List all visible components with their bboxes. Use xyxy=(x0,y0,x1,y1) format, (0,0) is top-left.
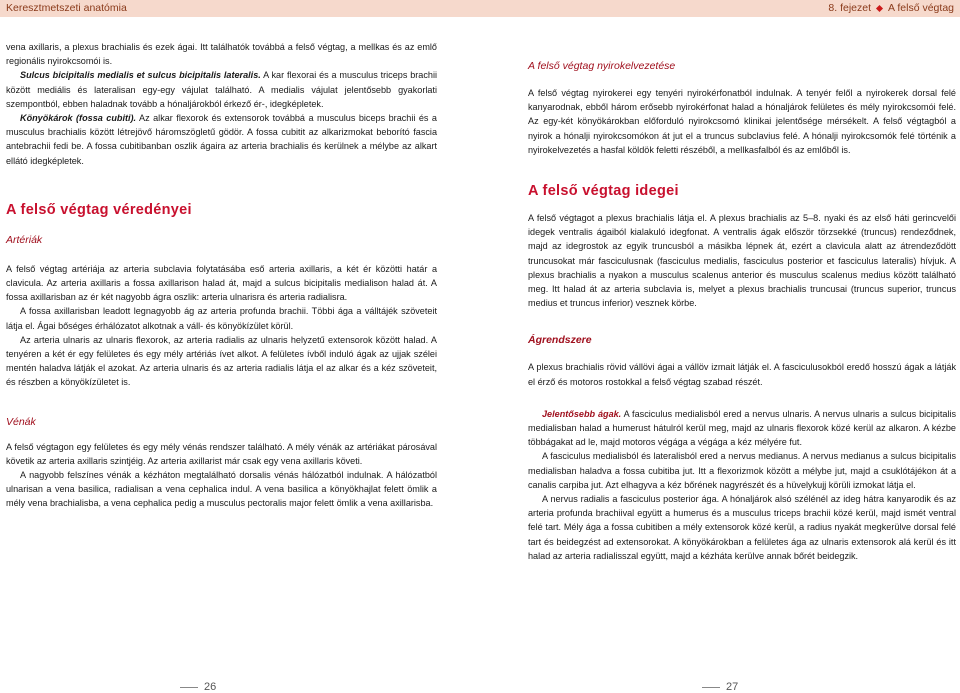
heading-veredenyei: A felső végtag véredényei xyxy=(6,201,192,218)
paragraph-text: A fasciculus medialisból ered a nervus ulnaris. A nervus ulnaris a sulcus bicipitalis medialisban halad a humerust hátulról kerül meg, majd az ulnaris flexorok közé kerül az alkaron. A kézbe többágakat ad le, majd motoros végága a végága a kéz mélyére fut. xyxy=(528,408,956,448)
paragraph: A fossa axillarisban leadott legnagyobb ág az arteria profunda brachii. Többi ága a válltájék szöveteit látja el. Ágai bőséges érhálózatot alkotnak a váll- és könyökízület körül. xyxy=(6,306,437,331)
paragraph: vena axillaris, a plexus brachialis és ezek ágai. Itt találhatók továbbá a felső végtag, a mellkas és az emlő regionális nyirokcsomói is. xyxy=(6,42,437,67)
diamond-icon xyxy=(876,4,883,11)
page-number-left xyxy=(180,681,216,693)
paragraph: Az arteria ulnaris az ulnaris flexorok, az arteria radialis az ulnaris helyzetű extensorok között halad. A tenyéren a két ér egy felületes és egy mély artériás ívet alkot. A felületes ívből induló ágak az ujjak szélei mentén haladva látják el azokat. Az arteria ulnaris és az arteria radialis látja el az alkar és a kéz szöveteit, és részben a könyökízületet is. xyxy=(6,334,437,388)
paragraph xyxy=(6,111,437,168)
term-konyokarok: Könyökárok (fossa cubiti). xyxy=(20,113,137,124)
paragraph: A nervus radialis a fasciculus posterior ága. A hónaljárok alsó szélénél az ideg hátra kanyarodik és az arteria profunda brachiival együtt a humerus és a musculus triceps brachii közé kerül, majd ismét ventral felé tart. Mély ága a fossa cubitiben a mély extensorok közé kerül, a radius nyakát megkerülve dorsal felé tart és beidegzést ad extensorokat. A könyökárokban a felületes ága az ulnaris extensorok alá kerül és itt halad az arteria radialisszal együtt, majd a kézháta kerülve annak bőrét beidegzik. xyxy=(528,494,956,561)
paragraph: A plexus brachialis rövid vállövi ágai a vállöv izmait látják el. A fasciculusokból eredő hosszú ágak a látják el érző és motoros rostokkal a felső végtag szabad részét. xyxy=(528,362,956,387)
heading-idegei: A felső végtag idegei xyxy=(528,183,679,200)
heading-arteriak: Artériák xyxy=(6,233,43,246)
paragraph xyxy=(528,407,956,450)
chapter-number: 8. fejezet xyxy=(828,2,872,14)
heading-nyirokelvezetes: A felső végtag nyirokelvezetése xyxy=(528,60,676,72)
heading-venak: Vénák xyxy=(6,415,36,428)
running-head-book-title: Keresztmetszeti anatómia xyxy=(6,2,127,14)
paragraph-text: A kar flexorai és a musculus triceps brachii között mediális és lateralisan egy-egy vájulat található. A medialis vájulat jelentősebb gyakorlati szempontból, ebben haladnak tovább a hónaljárokból érkező ér-, idegképletek. xyxy=(6,70,437,109)
paragraph: A felső végtagot a plexus brachialis látja el. A plexus brachialis az 5–8. nyaki és az első háti gerincvelői idegek ventralis ágaiból kialakuló idegfonat. A ventralis ágak először törzsekké (truncus) rendeződnek, majd az idegrostok az egyik truncusból a másikba lépnek át, ezért a clavicula alatt az átrendeződött truncusokat már fasciculusnak (fasciculus medialis, fasciculus posterior et fasciculus lateralis) hívjuk. A plexus brachialis a nyakon a musculus scalenus anterior és musculus scalenus medius között található meg. Itt halad át az arteria subclavia is, melyet a plexus brachialis truncusai (truncus superior, truncus medius et truncus inferior) vesznek körbe. xyxy=(528,213,956,309)
divider xyxy=(702,687,720,688)
paragraph: A felső végtagon egy felületes és egy mély vénás rendszer található. A mély vénák az artériákat párosával követik az arteria axillaris szintjéig. Az arteria axillarist már csak egy vena axillaris követi. xyxy=(6,441,437,466)
paragraph: A felső végtag nyirokerei egy tenyéri nyirokérfonatból indulnak. A tenyér felől a nyirokerek dorsal felé kanyarodnak, ebből három erősebb nyirokérfonat halad a hónaljárok felületes és mély nyirokcsomói felé. Az egy-két könyökárokban előforduló nyirokcsomó klinikai jelentősége mérsékelt. A felső végtagból a nyirok a hónalji nyirokcsomókon át jut el a truncus subclavius felé. A hónalji nyirokcsomók felé történik a nyirokelvezetés a hasfal köldök feletti részéből, a mellkasfalból és az emlőből is. xyxy=(528,88,956,155)
page-number-text: 27 xyxy=(726,681,739,693)
page-number-right xyxy=(702,681,738,693)
term-sulcus: Sulcus bicipitalis medialis et sulcus bicipitalis lateralis. xyxy=(20,70,261,81)
paragraph: A fasciculus medialisból és lateralisból ered a nervus medianus. A nervus medianus a sulcus bicipitalis medialisban haladva a fossa cubitiba jut. Itt a flexorizmok között a mélybe jut, majd a csuklótájékon át a canalis carpiba jut. Azt elhagyva a kéz bőrének nagyrészét és a hüvelykujj körüli izmokat látja el. xyxy=(528,451,956,490)
chapter-title: A felső végtag xyxy=(888,2,954,14)
header-bar xyxy=(0,0,960,17)
running-head-chapter xyxy=(828,2,954,14)
divider xyxy=(180,687,198,688)
right-column xyxy=(528,60,956,563)
term-jelentosebb-agak: Jelentősebb ágak. xyxy=(542,408,622,419)
paragraph-text: Az alkar flexorok és extensorok továbbá a musculus biceps brachii és a musculus brachialis között létrejövő háromszögletű gödör. A fossa cubitit az alkarizmokat beborító fascia antebrachii fedi be. A fossa cubitibanban oszlik ágaira az arteria brachialis és kerülnek a mélybe az alkart ellátó idegképletek. xyxy=(6,113,437,166)
page-number-text: 26 xyxy=(204,681,217,693)
paragraph: A felső végtag artériája az arteria subclavia folytatásába eső arteria axillaris, a két ér közötti határ a clavicula. Az arteria axillaris a fossa axillarison halad át, majd a sulcus bicipitalis medialison halad át. A fossa axillarisban az ér két nagyobb ágra oszlik: arteria ulnarisra és arteria radialisra. xyxy=(6,263,437,303)
paragraph: A nagyobb felszínes vénák a kézháton megtalálható dorsalis vénás hálózatból indulnak. A hálózatból ulnarisan a vena basilica, radialisan a vena cephalica indul. A vena basilica a könyökhajlat felett ömlik a mély vena brachialisba, a vena cephalica pedig a musculus pectoralis major felett ömlik a vena axillarisba. xyxy=(6,470,437,509)
heading-agrendszere: Ágrendszere xyxy=(528,334,592,347)
left-column xyxy=(6,40,437,511)
paragraph xyxy=(6,68,437,111)
